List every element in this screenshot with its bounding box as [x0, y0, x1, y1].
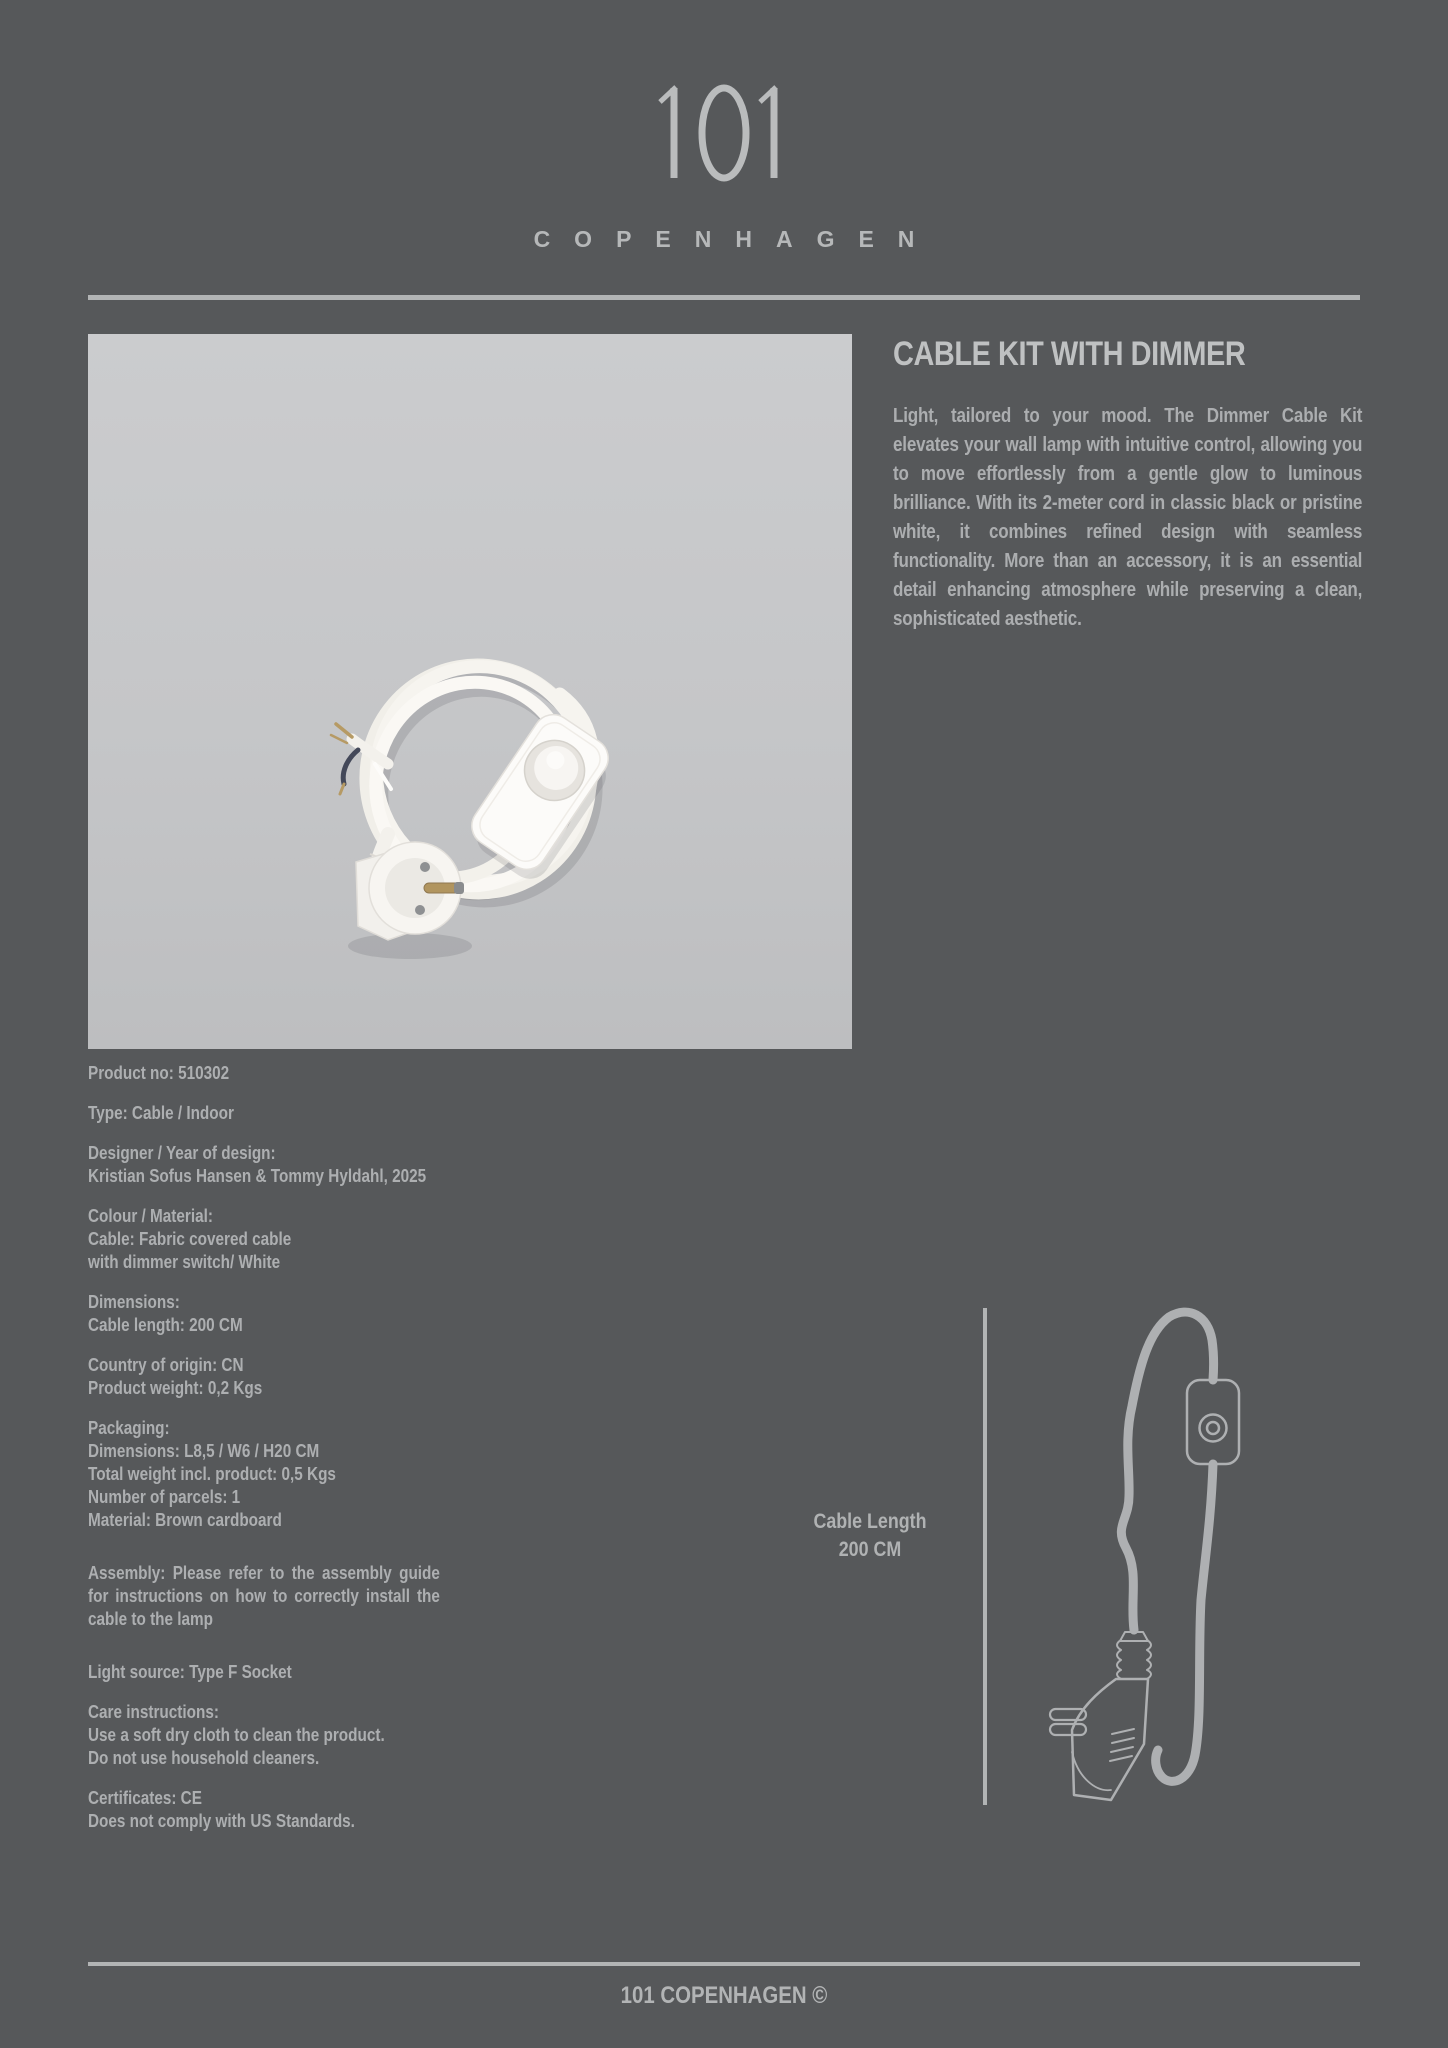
- spec-line: Country of origin: CN: [88, 1355, 244, 1375]
- cable-diagram-illustration: [1008, 1300, 1328, 1820]
- spec-group: [88, 1102, 440, 1125]
- spec-group: [88, 1701, 440, 1770]
- product-description: Light, tailored to your mood. The Dimmer Cable Kit elevates your wall lamp with intuitive control, allowing you to move effortlessly from a gentle glow to luminous brilliance. With its 2-meter cord in classic black or pristine white, it combines refined design with seamless functionality. More than an accessory, it is an essential detail enhancing atmosphere while preserving a clean, sophisticated aesthetic.: [893, 405, 1363, 630]
- intro-section: [893, 334, 1363, 634]
- spec-line: Cable: Fabric covered cable: [88, 1229, 292, 1249]
- spec-line: Kristian Sofus Hansen & Tommy Hyldahl, 2025: [88, 1166, 427, 1186]
- cable-length-label: [775, 1508, 965, 1564]
- spec-line: Certificates: CE: [88, 1788, 202, 1808]
- spec-line: Dimensions: L8,5 / W6 / H20 CM: [88, 1441, 320, 1461]
- spec-group: [88, 1291, 440, 1337]
- spec-line: Care instructions:: [88, 1702, 219, 1722]
- spec-group: [88, 1062, 440, 1085]
- spec-group: [88, 1417, 440, 1532]
- spec-group: [88, 1562, 440, 1631]
- spec-line: Do not use household cleaners.: [88, 1748, 320, 1768]
- cable-length-label-line2: 200 CM: [838, 1538, 902, 1561]
- spec-line: Packaging:: [88, 1418, 170, 1438]
- spec-group: [88, 1205, 440, 1274]
- spec-group: [88, 1142, 440, 1188]
- spec-group: [88, 1787, 440, 1833]
- spec-line: Assembly: Please refer to the assembly guide for instructions on how to correctly install the cable to the lamp: [88, 1563, 440, 1629]
- brand-wordmark: COPENHAGEN: [533, 226, 939, 252]
- spec-line: Use a soft dry cloth to clean the product.: [88, 1725, 385, 1745]
- spec-line: with dimmer switch/ White: [88, 1252, 281, 1272]
- diagram-divider-line: [983, 1308, 987, 1805]
- cable-length-label-line1: Cable Length: [813, 1510, 927, 1533]
- spec-line: Type: Cable / Indoor: [88, 1103, 234, 1123]
- spec-line: Cable length: 200 CM: [88, 1315, 243, 1335]
- spec-line: Material: Brown cardboard: [88, 1510, 282, 1530]
- spec-line: Number of parcels: 1: [88, 1487, 241, 1507]
- spec-line: Product no: 510302: [88, 1063, 230, 1083]
- product-photo: [88, 334, 852, 1049]
- spec-line: Colour / Material:: [88, 1206, 213, 1226]
- spec-group: [88, 1661, 440, 1684]
- spec-line: Total weight incl. product: 0,5 Kgs: [88, 1464, 336, 1484]
- spec-line: Dimensions:: [88, 1292, 180, 1312]
- spec-line: Designer / Year of design:: [88, 1143, 276, 1163]
- diagram-plug: [1072, 1679, 1148, 1800]
- product-title: CABLE KIT WITH DIMMER: [893, 335, 1246, 373]
- spec-line: Product weight: 0,2 Kgs: [88, 1378, 263, 1398]
- bottom-divider: [88, 1962, 1360, 1966]
- spec-group: [88, 1354, 440, 1400]
- footer-text: 101 COPENHAGEN ©: [620, 1982, 828, 2009]
- brand-logo: [0, 74, 1448, 186]
- specs-list: [88, 1062, 440, 1833]
- spec-line: Light source: Type F Socket: [88, 1662, 292, 1682]
- spec-line: Does not comply with US Standards.: [88, 1811, 355, 1831]
- logo-101-icon: [638, 74, 810, 186]
- top-divider: [88, 295, 1360, 300]
